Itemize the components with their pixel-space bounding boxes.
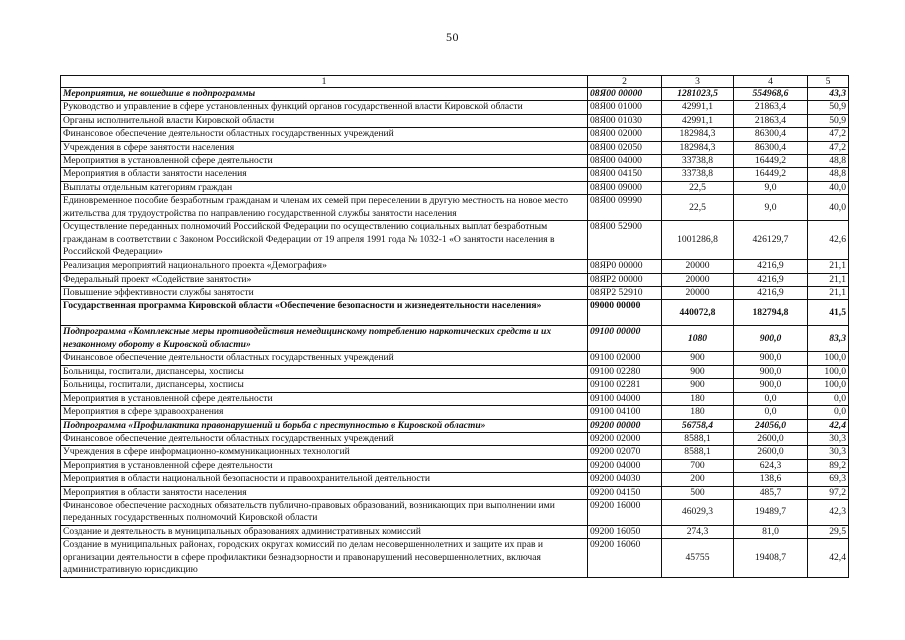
row-actual-amount-cell: 900,0 <box>734 352 808 365</box>
row-plan-amount-cell: 20000 <box>662 287 734 300</box>
row-code-cell: 08Я00 02050 <box>588 141 662 154</box>
row-name-cell: Финансовое обеспечение деятельности областных государственных учреждений <box>61 432 588 445</box>
row-actual-amount-cell: 2600,0 <box>734 446 808 459</box>
row-percent-cell: 42,4 <box>808 419 849 432</box>
row-percent-cell: 83,3 <box>808 326 849 352</box>
budget-table-body <box>61 76 849 578</box>
table-row <box>61 432 849 445</box>
row-plan-amount-cell: 182984,3 <box>662 128 734 141</box>
row-percent-cell: 21,1 <box>808 287 849 300</box>
column-number-row <box>61 76 849 88</box>
row-code-cell: 09200 04150 <box>588 486 662 499</box>
row-plan-amount-cell: 900 <box>662 365 734 378</box>
row-code-cell: 08Я00 01000 <box>588 101 662 114</box>
row-name-cell: Выплаты отдельным категориям граждан <box>61 181 588 194</box>
row-name-cell: Мероприятия в установленной сфере деятельности <box>61 155 588 168</box>
row-code-cell: 09000 00000 <box>588 300 662 326</box>
row-name-cell: Повышение эффективности службы занятости <box>61 287 588 300</box>
row-code-cell: 09200 16050 <box>588 525 662 538</box>
row-actual-amount-cell: 16449,2 <box>734 155 808 168</box>
row-name-cell: Мероприятия, не вошедшие в подпрограммы <box>61 88 588 101</box>
table-row <box>61 181 849 194</box>
row-actual-amount-cell: 4216,9 <box>734 273 808 286</box>
row-name-cell: Руководство и управление в сфере установленных функций органов государственной власти Кировской области <box>61 101 588 114</box>
row-actual-amount-cell: 900,0 <box>734 365 808 378</box>
budget-table <box>60 75 849 578</box>
row-plan-amount-cell: 900 <box>662 379 734 392</box>
row-percent-cell: 69,3 <box>808 473 849 486</box>
row-code-cell: 08Я00 01030 <box>588 114 662 127</box>
row-actual-amount-cell: 182794,8 <box>734 300 808 326</box>
row-percent-cell: 50,9 <box>808 114 849 127</box>
table-row <box>61 155 849 168</box>
row-name-cell: Федеральный проект «Содействие занятости» <box>61 273 588 286</box>
row-percent-cell: 47,2 <box>808 141 849 154</box>
row-plan-amount-cell: 1080 <box>662 326 734 352</box>
column-number-name: 1 <box>61 76 588 88</box>
row-name-cell: Мероприятия в установленной сфере деятельности <box>61 392 588 405</box>
column-number-percent: 5 <box>808 76 849 88</box>
table-row <box>61 88 849 101</box>
row-code-cell: 09200 04000 <box>588 459 662 472</box>
row-name-cell: Подпрограмма «Профилактика правонарушений и борьба с преступностью в Кировской области» <box>61 419 588 432</box>
row-plan-amount-cell: 900 <box>662 352 734 365</box>
row-plan-amount-cell: 42991,1 <box>662 101 734 114</box>
row-percent-cell: 0,0 <box>808 392 849 405</box>
row-code-cell: 09100 02281 <box>588 379 662 392</box>
row-actual-amount-cell: 9,0 <box>734 195 808 221</box>
row-name-cell: Финансовое обеспечение расходных обязательств публично-правовых образований, возникающих при выполнении ими переданных государственных полномочий Кировской области <box>61 499 588 525</box>
row-plan-amount-cell: 182984,3 <box>662 141 734 154</box>
row-actual-amount-cell: 21863,4 <box>734 101 808 114</box>
row-plan-amount-cell: 45755 <box>662 539 734 578</box>
row-plan-amount-cell: 8588,1 <box>662 432 734 445</box>
row-name-cell: Создание в муниципальных районах, городских округах комиссий по делам несовершеннолетних и защите их прав и организации деятельности в сфере профилактики безнадзорности и правонарушений несовершеннолетних, включая административную юрисдикцию <box>61 539 588 578</box>
row-percent-cell: 100,0 <box>808 365 849 378</box>
table-row <box>61 365 849 378</box>
row-percent-cell: 48,8 <box>808 168 849 181</box>
row-code-cell: 08Я00 09000 <box>588 181 662 194</box>
row-percent-cell: 50,9 <box>808 101 849 114</box>
table-row <box>61 128 849 141</box>
row-percent-cell: 97,2 <box>808 486 849 499</box>
row-name-cell: Финансовое обеспечение деятельности областных государственных учреждений <box>61 352 588 365</box>
row-plan-amount-cell: 440072,8 <box>662 300 734 326</box>
row-percent-cell: 21,1 <box>808 273 849 286</box>
row-percent-cell: 100,0 <box>808 379 849 392</box>
row-plan-amount-cell: 200 <box>662 473 734 486</box>
table-row <box>61 352 849 365</box>
row-actual-amount-cell: 900,0 <box>734 379 808 392</box>
row-percent-cell: 41,5 <box>808 300 849 326</box>
row-name-cell: Подпрограмма «Комплексные меры противодействия немедицинскому потреблению наркотических средств и их незаконному обороту в Кировской области» <box>61 326 588 352</box>
row-plan-amount-cell: 20000 <box>662 273 734 286</box>
row-plan-amount-cell: 180 <box>662 392 734 405</box>
row-code-cell: 08Я00 04150 <box>588 168 662 181</box>
row-percent-cell: 48,8 <box>808 155 849 168</box>
row-actual-amount-cell: 900,0 <box>734 326 808 352</box>
row-code-cell: 09200 00000 <box>588 419 662 432</box>
row-name-cell: Учреждения в сфере занятости населения <box>61 141 588 154</box>
table-row <box>61 406 849 419</box>
row-percent-cell: 43,3 <box>808 88 849 101</box>
row-name-cell: Мероприятия в сфере здравоохранения <box>61 406 588 419</box>
row-actual-amount-cell: 21863,4 <box>734 114 808 127</box>
row-code-cell: 09100 04000 <box>588 392 662 405</box>
row-actual-amount-cell: 81,0 <box>734 525 808 538</box>
row-code-cell: 08Я00 09990 <box>588 195 662 221</box>
table-row <box>61 168 849 181</box>
row-plan-amount-cell: 56758,4 <box>662 419 734 432</box>
page-number: 50 <box>446 30 459 44</box>
row-name-cell: Мероприятия в установленной сфере деятельности <box>61 459 588 472</box>
row-actual-amount-cell: 4216,9 <box>734 260 808 273</box>
row-name-cell: Государственная программа Кировской области «Обеспечение безопасности и жизнедеятельности населения» <box>61 300 588 326</box>
row-actual-amount-cell: 19408,7 <box>734 539 808 578</box>
row-code-cell: 09100 02000 <box>588 352 662 365</box>
row-code-cell: 09100 00000 <box>588 326 662 352</box>
row-plan-amount-cell: 180 <box>662 406 734 419</box>
table-row <box>61 499 849 525</box>
table-row <box>61 326 849 352</box>
table-row <box>61 195 849 221</box>
table-row <box>61 446 849 459</box>
row-percent-cell: 40,0 <box>808 181 849 194</box>
table-row <box>61 419 849 432</box>
row-name-cell: Мероприятия в области занятости населения <box>61 486 588 499</box>
row-code-cell: 08Я00 04000 <box>588 155 662 168</box>
row-code-cell: 09100 02280 <box>588 365 662 378</box>
row-name-cell: Больницы, госпитали, диспансеры, хосписы <box>61 365 588 378</box>
row-percent-cell: 29,5 <box>808 525 849 538</box>
row-actual-amount-cell: 624,3 <box>734 459 808 472</box>
row-actual-amount-cell: 2600,0 <box>734 432 808 445</box>
table-row <box>61 114 849 127</box>
row-percent-cell: 42,4 <box>808 539 849 578</box>
row-code-cell: 09100 04100 <box>588 406 662 419</box>
row-percent-cell: 0,0 <box>808 406 849 419</box>
row-actual-amount-cell: 86300,4 <box>734 141 808 154</box>
table-row <box>61 273 849 286</box>
row-code-cell: 09200 02070 <box>588 446 662 459</box>
row-name-cell: Мероприятия в области национальной безопасности и правоохранительной деятельности <box>61 473 588 486</box>
row-plan-amount-cell: 22,5 <box>662 181 734 194</box>
row-percent-cell: 30,3 <box>808 446 849 459</box>
row-percent-cell: 42,3 <box>808 499 849 525</box>
row-actual-amount-cell: 0,0 <box>734 406 808 419</box>
row-code-cell: 08ЯP0 00000 <box>588 260 662 273</box>
row-code-cell: 08ЯP2 00000 <box>588 273 662 286</box>
row-plan-amount-cell: 46029,3 <box>662 499 734 525</box>
column-number-plan: 3 <box>662 76 734 88</box>
row-plan-amount-cell: 20000 <box>662 260 734 273</box>
row-code-cell: 08ЯP2 52910 <box>588 287 662 300</box>
row-name-cell: Создание и деятельность в муниципальных образованиях административных комиссий <box>61 525 588 538</box>
table-row <box>61 260 849 273</box>
row-actual-amount-cell: 24056,0 <box>734 419 808 432</box>
row-name-cell: Мероприятия в области занятости населения <box>61 168 588 181</box>
row-percent-cell: 47,2 <box>808 128 849 141</box>
row-name-cell: Больницы, госпитали, диспансеры, хосписы <box>61 379 588 392</box>
row-code-cell: 09200 02000 <box>588 432 662 445</box>
row-plan-amount-cell: 22,5 <box>662 195 734 221</box>
row-actual-amount-cell: 16449,2 <box>734 168 808 181</box>
row-name-cell: Осуществление переданных полномочий Российской Федерации по осуществлению социальных выплат безработным гражданам в соответствии с Законом Российской Федерации от 19 апреля 1991 года № 1032-1 «О занятости населения в Российской Федерации» <box>61 221 588 260</box>
table-row <box>61 287 849 300</box>
row-plan-amount-cell: 42991,1 <box>662 114 734 127</box>
table-row <box>61 486 849 499</box>
row-percent-cell: 21,1 <box>808 260 849 273</box>
table-row <box>61 525 849 538</box>
row-actual-amount-cell: 0,0 <box>734 392 808 405</box>
row-code-cell: 08Я00 52900 <box>588 221 662 260</box>
row-code-cell: 09200 04030 <box>588 473 662 486</box>
row-actual-amount-cell: 554968,6 <box>734 88 808 101</box>
row-plan-amount-cell: 33738,8 <box>662 168 734 181</box>
row-plan-amount-cell: 33738,8 <box>662 155 734 168</box>
column-number-fact: 4 <box>734 76 808 88</box>
row-name-cell: Единовременное пособие безработным гражданам и членам их семей при переселении в другую местность на новое место жительства для трудоустройства по направлению государственной службы занятости населения <box>61 195 588 221</box>
row-code-cell: 09200 16060 <box>588 539 662 578</box>
row-actual-amount-cell: 86300,4 <box>734 128 808 141</box>
row-percent-cell: 30,3 <box>808 432 849 445</box>
row-actual-amount-cell: 4216,9 <box>734 287 808 300</box>
row-name-cell: Учреждения в сфере информационно-коммуникационных технологий <box>61 446 588 459</box>
table-row <box>61 221 849 260</box>
row-plan-amount-cell: 274,3 <box>662 525 734 538</box>
table-row <box>61 539 849 578</box>
row-percent-cell: 89,2 <box>808 459 849 472</box>
row-code-cell: 08Я00 00000 <box>588 88 662 101</box>
table-row <box>61 101 849 114</box>
row-code-cell: 08Я00 02000 <box>588 128 662 141</box>
row-actual-amount-cell: 9,0 <box>734 181 808 194</box>
row-name-cell: Органы исполнительной власти Кировской области <box>61 114 588 127</box>
row-name-cell: Финансовое обеспечение деятельности областных государственных учреждений <box>61 128 588 141</box>
row-percent-cell: 100,0 <box>808 352 849 365</box>
table-row <box>61 459 849 472</box>
row-actual-amount-cell: 426129,7 <box>734 221 808 260</box>
table-row <box>61 473 849 486</box>
column-number-code: 2 <box>588 76 662 88</box>
row-plan-amount-cell: 700 <box>662 459 734 472</box>
row-name-cell: Реализация мероприятий национального проекта «Демография» <box>61 260 588 273</box>
row-plan-amount-cell: 500 <box>662 486 734 499</box>
row-percent-cell: 40,0 <box>808 195 849 221</box>
table-row <box>61 300 849 326</box>
row-code-cell: 09200 16000 <box>588 499 662 525</box>
table-row <box>61 379 849 392</box>
row-plan-amount-cell: 1001286,8 <box>662 221 734 260</box>
table-row <box>61 392 849 405</box>
row-actual-amount-cell: 485,7 <box>734 486 808 499</box>
row-actual-amount-cell: 138,6 <box>734 473 808 486</box>
table-row <box>61 141 849 154</box>
row-plan-amount-cell: 8588,1 <box>662 446 734 459</box>
row-percent-cell: 42,6 <box>808 221 849 260</box>
row-plan-amount-cell: 1281023,5 <box>662 88 734 101</box>
row-actual-amount-cell: 19489,7 <box>734 499 808 525</box>
